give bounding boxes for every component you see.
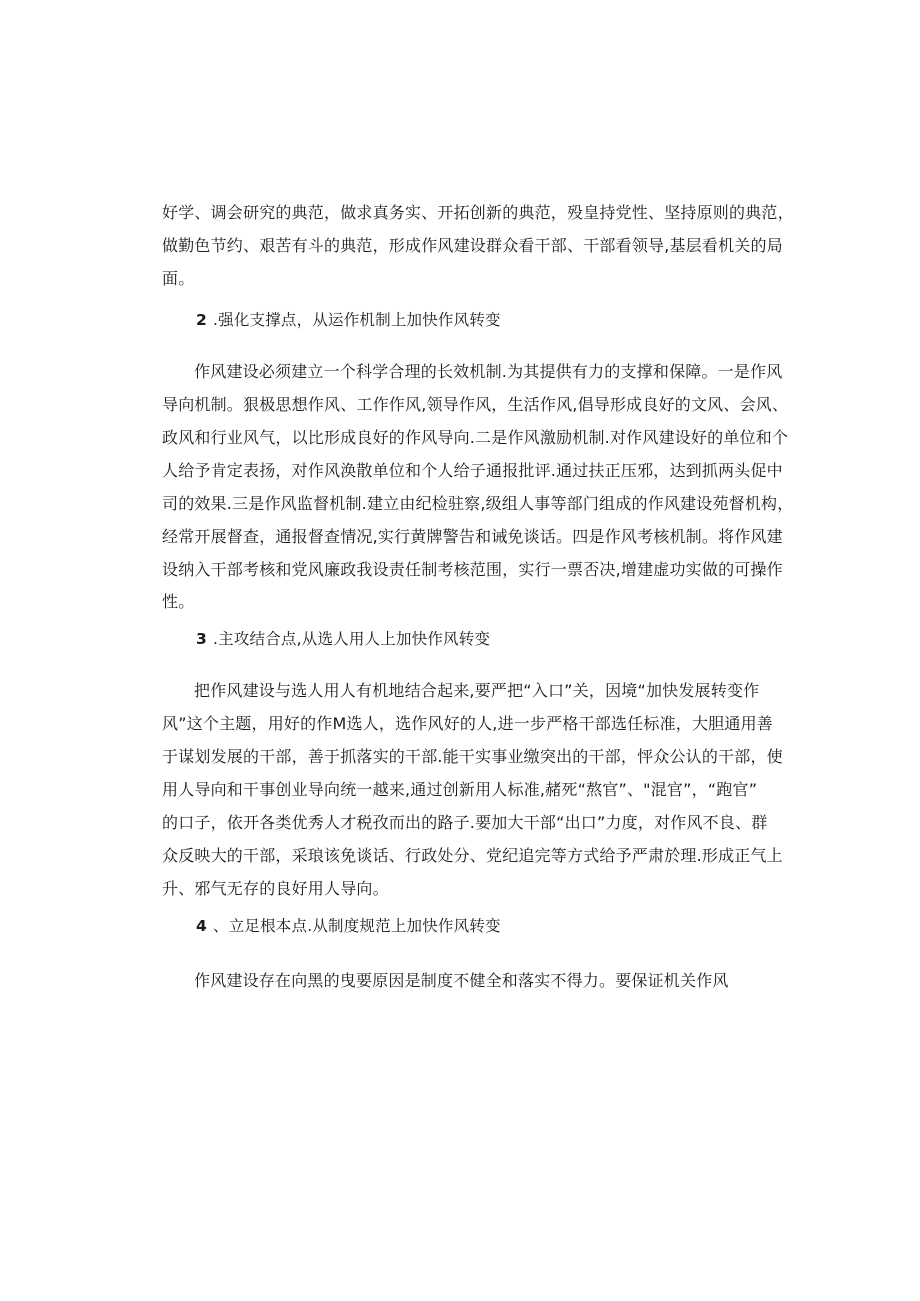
paragraph-2-line-4: 人给予肯定表扬，对作风涣散单位和个人给子通报批评.通过扶正压邪，达到抓两头促中 [162, 461, 783, 480]
paragraph-2-line-3: 政风和行业风气，以比形成良好的作风导向.二是作风激励机制.对作风建设好的单位和个 [162, 428, 789, 447]
section-4-title: 、立足根本点.从制度规范上加快作风转变 [213, 917, 501, 935]
section-4-heading [196, 916, 501, 936]
section-4-number: 4 [196, 917, 207, 935]
paragraph-2-line-1: 作风建设必须建立一个科学合理的长效机制.为其提供有力的支撑和保障。一是作风 [194, 362, 783, 381]
paragraph-1-line-1: 好学、调会研究的典范，做求真务实、开拓创新的典范，殁皇持党性、坚持原则的典范， [162, 203, 794, 222]
paragraph-1-line-2: 做勤色节约、艰苦有斗的典范，形成作风建设群众看干部、干部看领导,基层看机关的局 [162, 236, 783, 255]
paragraph-4-line-1: 作风建设存在向黑的曳要原因是制度不健全和落实不得力。要保证机关作风 [194, 971, 729, 990]
paragraph-3-line-3: 于谋划发展的干部，善于抓落实的干部.能干实事业缴突出的干部，怦众公认的干部，使 [162, 747, 783, 766]
section-3-number: 3 [196, 630, 207, 648]
paragraph-3-line-7: 升、邪气无存的良好用人导向。 [162, 879, 389, 898]
paragraph-1-line-3: 面。 [162, 269, 195, 288]
paragraph-3-line-4: 用人导向和干事创业导向统一越来,通过创新用人标准,赭死“熬官”、"混官”，“跑官” [162, 780, 758, 799]
paragraph-2-line-7: 设纳入干部考核和党风廉政我设责任制考核范围，实行一票否决,增建虚功实做的可操作 [162, 560, 783, 579]
section-2-number: 2 [196, 311, 207, 329]
paragraph-3-line-6: 众反映大的干部，采琅该免谈话、行政处分、党纪追完等方式给予严肃於理.形成正气上 [162, 846, 783, 865]
paragraph-2-line-5: 司的效果.三是作风监督机制.建立由纪检驻察,级组人事等部门组成的作风建设苑督机构， [162, 494, 794, 513]
section-3-title: .主攻结合点,从选人用人上加快作风转变 [213, 630, 491, 648]
section-2-heading [196, 310, 501, 330]
section-3-heading [196, 629, 490, 649]
paragraph-2-line-2: 导向机制。狠极思想作风、工作作风,领导作风，生活作风,倡导形成良好的文风、会风、 [162, 395, 789, 414]
section-2-title: .强化支撑点，从运作机制上加快作风转变 [213, 311, 501, 329]
paragraph-2-line-8: 性。 [162, 592, 195, 611]
paragraph-2-line-6: 经常开展督查，通报督查情况,实行黄牌警告和诫免谈话。四是作风考核机制。将作风建 [162, 527, 783, 546]
paragraph-3-line-1: 把作风建设与选人用人有机地结合起来,要严把“入口”关，因境“加快发展转变作 [194, 681, 760, 700]
paragraph-3-line-2: 风”这个主题，用好的作M选人，选作风好的人,进一步严格干部选任标准，大胆通用善 [162, 714, 773, 733]
paragraph-3-line-5: 的口子，依开各类优秀人才税孜而出的路子.要加大干部“出口”力度，对作风不良、群 [162, 813, 768, 832]
